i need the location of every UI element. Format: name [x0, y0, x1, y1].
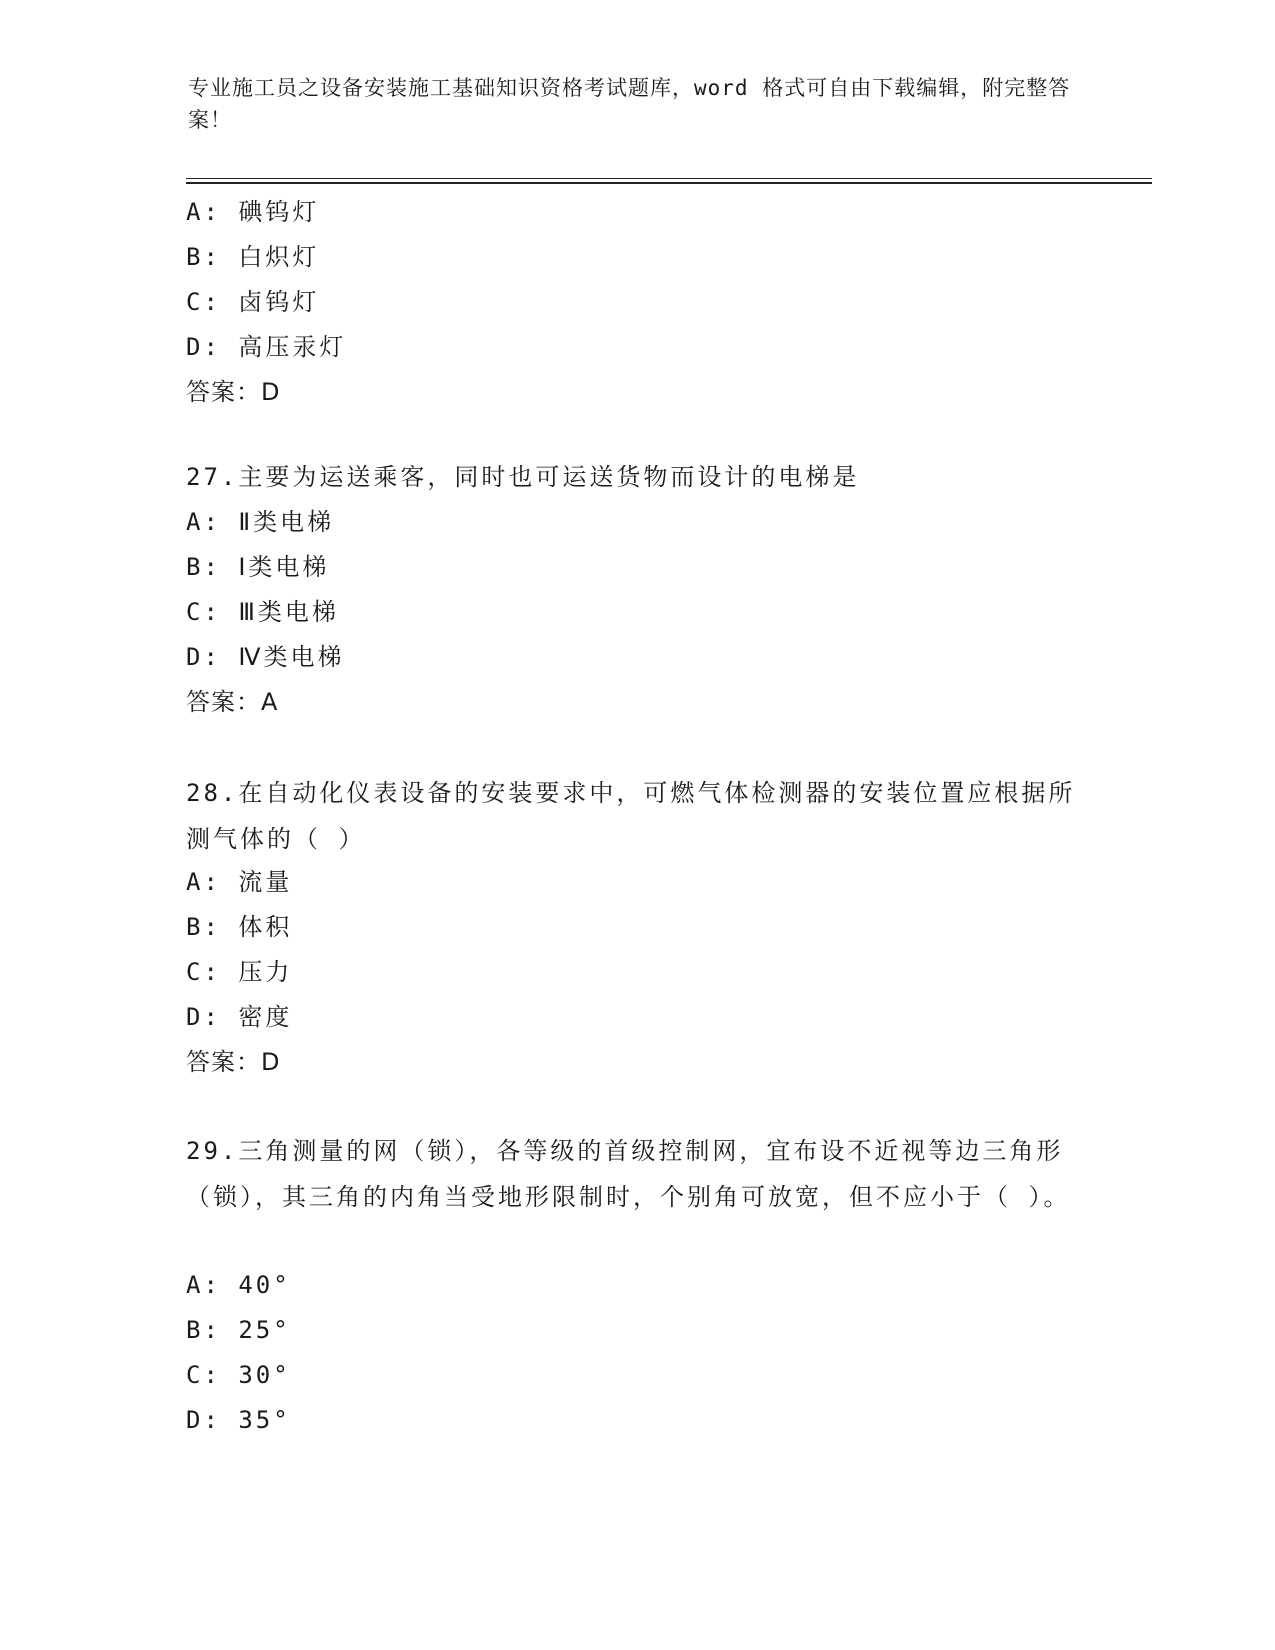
document-header: 专业施工员之设备安装施工基础知识资格考试题库，word 格式可自由下载编辑，附完整答案！: [188, 76, 1071, 132]
q28-stem: 28.在自动化仪表设备的安装要求中，可燃气体检测器的安装位置应根据所测气体的（ ）: [186, 779, 1076, 853]
q28-option-b: B: 体积: [186, 913, 293, 941]
q27-option-c: C: Ⅲ类电梯: [186, 598, 339, 626]
q27-option-a: A: Ⅱ类电梯: [186, 508, 335, 536]
q28-option-d: D: 密度: [186, 1003, 293, 1031]
q26-answer: 答案：D: [186, 378, 281, 406]
q26-option-b: B: 白炽灯: [186, 243, 320, 271]
q29-option-d: D: 35°: [186, 1406, 291, 1434]
q28-answer: 答案：D: [186, 1048, 281, 1076]
q29-option-c: C: 30°: [186, 1361, 291, 1389]
header-divider-thin: [186, 178, 1152, 179]
q29-stem: 29.三角测量的网（锁），各等级的首级控制网，宜布设不近视等边三角形（锁），其三角的内角当受地形限制时，个别角可放宽，但不应小于（ ）。: [186, 1137, 1071, 1211]
q28-option-a: A: 流量: [186, 868, 293, 896]
q26-option-d: D: 高压汞灯: [186, 333, 347, 361]
header-divider-thick: [186, 182, 1152, 184]
q27-answer: 答案：A: [186, 688, 279, 716]
q29-option-b: B: 25°: [186, 1316, 291, 1344]
q27-stem: 27.主要为运送乘客，同时也可运送货物而设计的电梯是: [186, 463, 860, 491]
q28-option-c: C: 压力: [186, 958, 293, 986]
q27-option-d: D: Ⅳ类电梯: [186, 643, 345, 671]
q27-option-b: B: Ⅰ类电梯: [186, 553, 330, 581]
q29-option-a: A: 40°: [186, 1271, 291, 1299]
q26-option-a: A: 碘钨灯: [186, 198, 320, 226]
q26-option-c: C: 卤钨灯: [186, 288, 320, 316]
